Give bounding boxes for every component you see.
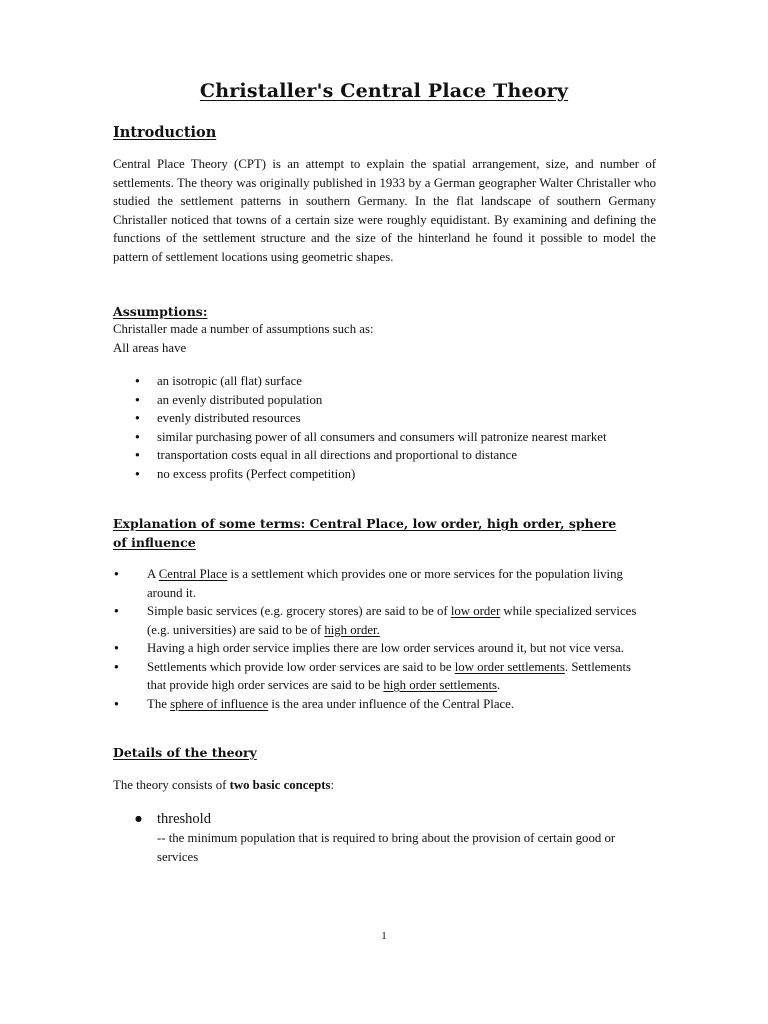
bullet-icon: ● [114, 606, 119, 615]
page-title: Christaller's Central Place Theory [199, 80, 569, 102]
list-item: ● transportation costs equal in all directions and proportional to distance [157, 446, 657, 465]
bullet-icon: ● [135, 394, 140, 404]
threshold-label: threshold [157, 811, 211, 827]
list-item: ● The sphere of influence is the area under influence of the Central Place. [147, 695, 652, 714]
list-item: ● evenly distributed resources [157, 409, 657, 428]
assumptions-intro: Christaller made a number of assumptions such as: [113, 322, 374, 336]
bullet-icon: ● [135, 431, 140, 441]
bullet-icon: ● [114, 569, 119, 578]
bullet-icon: ● [135, 814, 142, 823]
bullet-icon: ● [135, 413, 140, 422]
page-number: 1 [381, 930, 387, 942]
details-heading: Details of the theory [113, 745, 257, 760]
list-item: ● Settlements which provide low order services are said to be low order settlements. Settlements that provide high order services are said to be high order settlements. [114, 659, 632, 692]
list-item: ● an isotropic (all flat) surface [157, 372, 657, 391]
threshold-description: -- the minimum population that is required to bring about the provision of certain good or services [157, 831, 616, 864]
threshold-item [135, 810, 652, 866]
list-item: ● A Central Place is a settlement which provides one or more services for the population living around it. [114, 567, 623, 600]
list-item: ● Having a high order service implies there are low order services around it, but not vice versa. [147, 639, 652, 658]
bullet-icon: ● [114, 643, 119, 652]
list-item: ● Simple basic services (e.g. grocery stores) are said to be of low order while specialized services (e.g. universities) are said to be of high order. [114, 604, 637, 637]
list-item: ● no excess profits (Perfect competition) [157, 465, 657, 484]
introduction-heading: Introduction [113, 124, 217, 141]
bullet-icon: ● [135, 376, 140, 385]
assumptions-list [135, 372, 657, 483]
introduction-paragraph: Central Place Theory (CPT) is an attempt to explain the spatial arrangement, size, and number of settlements. The theory was originally published in 1933 by a German geographer Walter Christaller who studied the settlement patterns in southern Germany. In the flat landscape of southern Germany Christaller noticed that towns of a certain size were roughly equidistant. By examining and defining the functions of the settlement structure and the size of the hinterland he found it possible to model the pattern of settlement locations using geometric shapes. [113, 157, 656, 264]
assumptions-heading: Assumptions: [113, 304, 208, 319]
bullet-icon: ● [135, 468, 140, 478]
list-item: ● an evenly distributed population [157, 391, 657, 410]
assumptions-all-areas: All areas have [113, 341, 187, 355]
terms-list [114, 565, 652, 713]
bullet-icon: ● [114, 698, 119, 708]
details-intro: The theory consists of two basic concepts: [113, 778, 335, 792]
list-item: ● similar purchasing power of all consumers and consumers will patronize nearest market [157, 428, 647, 447]
terms-heading: Explanation of some terms: Central Place, low order, high order, sphere of influence [113, 516, 617, 550]
bullet-icon: ● [135, 450, 140, 459]
bullet-icon: ● [114, 661, 119, 671]
